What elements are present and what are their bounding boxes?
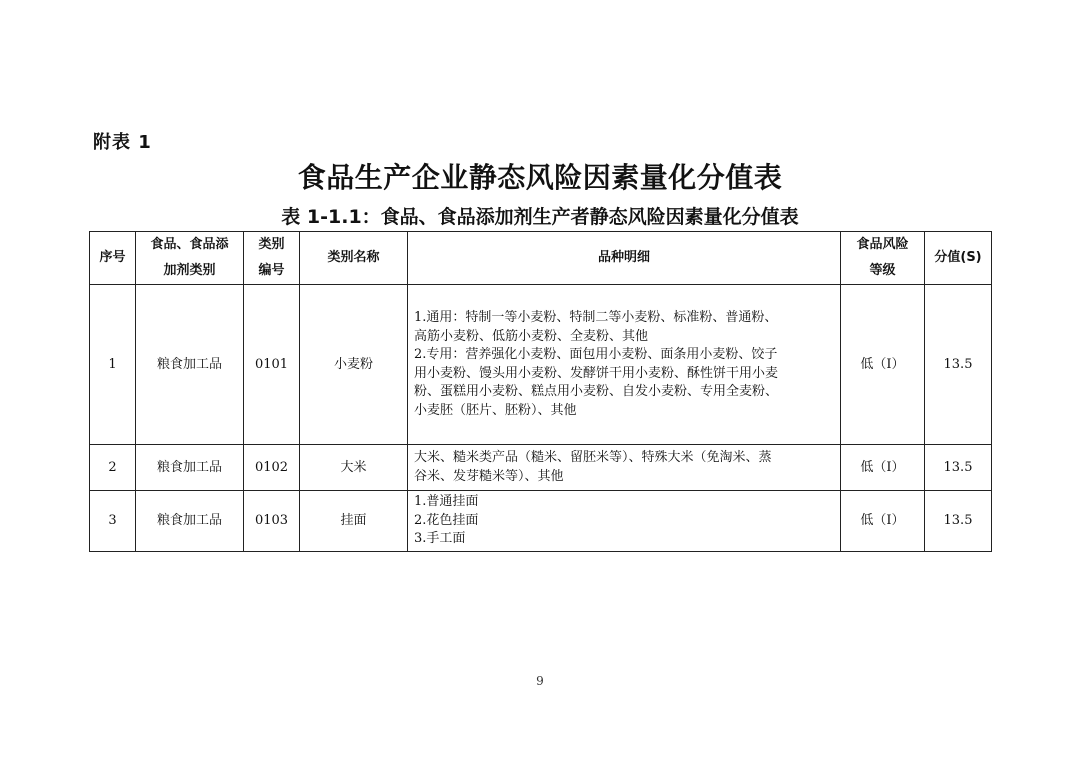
cell-detail xyxy=(408,445,841,491)
detail-line: 高筋小麦粉、低筋小麦粉、全麦粉、其他 xyxy=(414,328,649,344)
detail-line: 大米、糙米类产品（糙米、留胚米等）、特殊大米（免淘米、蒸 xyxy=(414,450,772,465)
detail-line: 1.通用：特制一等小麦粉、特制二等小麦粉、标准粉、普通粉、 xyxy=(414,310,778,325)
cell-detail xyxy=(408,491,841,552)
table-header-row xyxy=(90,232,992,285)
cell-seq: 3 xyxy=(90,491,136,552)
cell-code: 0102 xyxy=(244,445,300,491)
header-seq: 序号 xyxy=(90,232,136,285)
detail-line: 2.花色挂面 xyxy=(414,512,479,528)
cell-category: 粮食加工品 xyxy=(136,285,244,445)
detail-line: 粉、蛋糕用小麦粉、糕点用小麦粉、自发小麦粉、专用全麦粉、 xyxy=(414,384,779,399)
annex-label: 附表 1 xyxy=(93,132,152,153)
detail-line: 2.专用：营养强化小麦粉、面包用小麦粉、面条用小麦粉、饺子 xyxy=(414,347,778,362)
cell-score: 13.5 xyxy=(925,285,992,445)
table-subtitle: 表 1-1.1：食品、食品添加剂生产者静态风险因素量化分值表 xyxy=(281,206,799,228)
cell-risk: 低（Ⅰ） xyxy=(841,491,925,552)
detail-line: 小麦胚（胚片、胚粉）、其他 xyxy=(414,402,577,418)
cell-risk: 低（Ⅰ） xyxy=(841,445,925,491)
page-title: 食品生产企业静态风险因素量化分值表 xyxy=(297,161,783,194)
table-row xyxy=(90,491,992,552)
detail-line: 1.普通挂面 xyxy=(414,494,479,509)
cell-category: 粮食加工品 xyxy=(136,445,244,491)
detail-line: 谷米、发芽糙米等）、其他 xyxy=(414,468,564,484)
header-risk xyxy=(841,232,925,285)
cell-seq: 1 xyxy=(90,285,136,445)
detail-line: 3.手工面 xyxy=(414,531,466,546)
header-detail: 品种明细 xyxy=(408,232,841,285)
cell-score: 13.5 xyxy=(925,491,992,552)
cell-detail xyxy=(408,285,841,445)
header-category-line2: 加剂类别 xyxy=(163,263,216,278)
cell-name: 挂面 xyxy=(300,491,408,552)
cell-name: 小麦粉 xyxy=(300,285,408,445)
detail-line: 用小麦粉、馒头用小麦粉、发酵饼干用小麦粉、酥性饼干用小麦 xyxy=(414,365,779,381)
cell-name: 大米 xyxy=(300,445,408,491)
header-code-line2: 编号 xyxy=(258,263,285,278)
page-number: 9 xyxy=(536,674,544,688)
cell-code: 0101 xyxy=(244,285,300,445)
cell-risk: 低（Ⅰ） xyxy=(841,285,925,445)
cell-seq: 2 xyxy=(90,445,136,491)
table-row xyxy=(90,445,992,491)
table-row xyxy=(90,285,992,445)
header-code-line1: 类别 xyxy=(258,237,285,252)
header-code xyxy=(244,232,300,285)
cell-code: 0103 xyxy=(244,491,300,552)
header-risk-line1: 食品风险 xyxy=(856,237,909,252)
cell-category: 粮食加工品 xyxy=(136,491,244,552)
header-category-line1: 食品、食品添 xyxy=(150,237,229,252)
header-score: 分值(S) xyxy=(925,232,992,285)
header-category xyxy=(136,232,244,285)
header-risk-line2: 等级 xyxy=(869,263,896,278)
risk-score-table xyxy=(89,231,992,552)
header-name: 类别名称 xyxy=(300,232,408,285)
cell-score: 13.5 xyxy=(925,445,992,491)
